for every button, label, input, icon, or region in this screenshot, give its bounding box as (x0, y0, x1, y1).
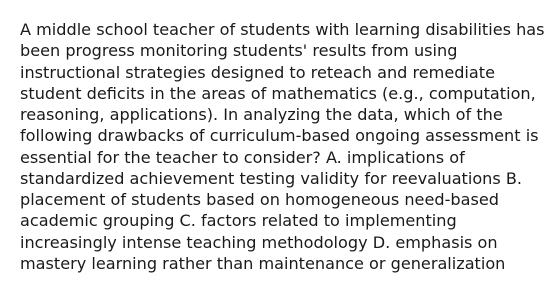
question-line: mastery learning rather than maintenance or generalization (20, 253, 506, 273)
question-line: academic grouping C. factors related to implementing (20, 211, 457, 231)
question-line: increasingly intense teaching methodology D. emphasis on (20, 232, 498, 252)
question-line: placement of students based on homogeneous need-based (20, 190, 499, 209)
question-text (20, 19, 550, 274)
question-line: been progress monitoring students' results from using (20, 41, 458, 61)
question-line: instructional strategies designed to reteach and remediate (20, 62, 495, 82)
question-line: student deficits in the areas of mathematics (e.g., computation, (20, 83, 536, 103)
question-line: reasoning, applications). In analyzing the data, which of the (20, 105, 503, 124)
question-line: following drawbacks of curriculum-based ongoing assessment is (20, 126, 539, 146)
question-line: essential for the teacher to consider? A. implications of (20, 147, 465, 167)
question-line: standardized achievement testing validity for reevaluations B. (20, 168, 523, 188)
question-line: A middle school teacher of students with learning disabilities has (20, 20, 545, 39)
